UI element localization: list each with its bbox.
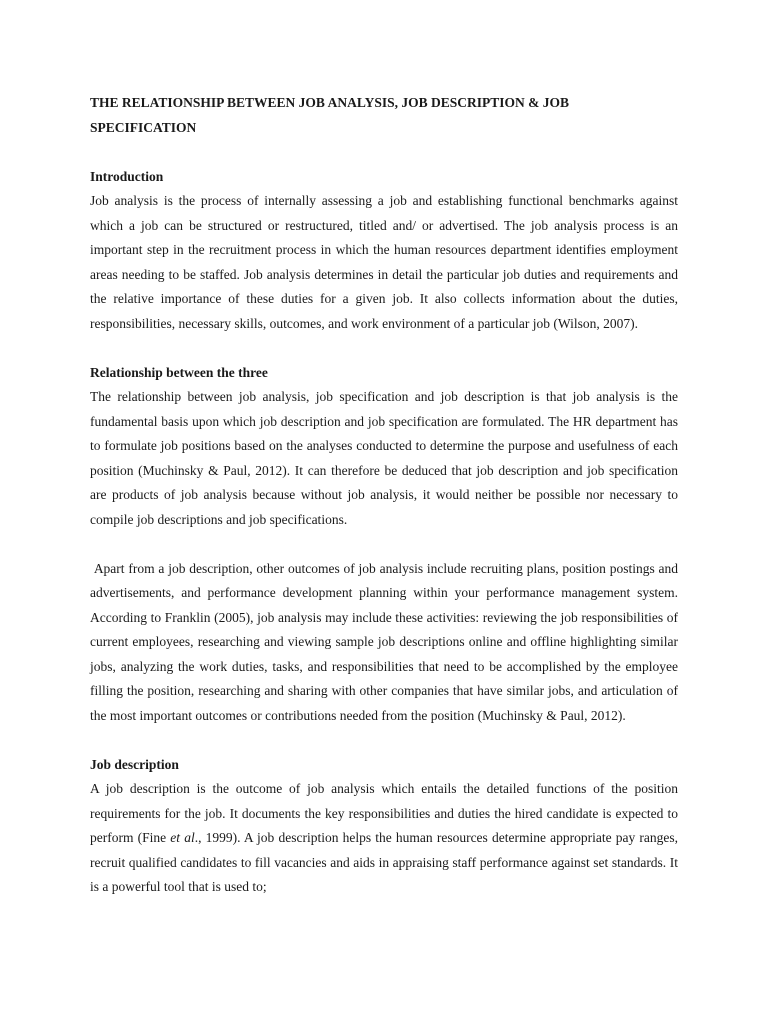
spacer xyxy=(90,532,678,557)
relationship-paragraph-1: The relationship between job analysis, job specification and job description is that job analysis is the fundamental basis upon which job description and job specification are formulated. The HR department has to formulate job positions based on the analyses conducted to determine the purpose and usefulness of each position (Muchinsky & Paul, 2012). It can therefore be deduced that job description and job specification are products of job analysis because without job analysis, it would neither be possible nor necessary to compile job descriptions and job specifications. xyxy=(90,389,678,527)
spacer xyxy=(90,728,678,753)
spacer xyxy=(90,336,678,361)
relationship-paragraph-2: Apart from a job description, other outcomes of job analysis include recruiting plans, position postings and advertisements, and performance development planning within your performance management system. According to Franklin (2005), job analysis may include these activities: reviewing the job responsibilities of current employees, researching and viewing sample job descriptions online and offline highlighting similar jobs, analyzing the work duties, tasks, and responsibilities that need to be accomplished by the employee filling the position, researching and sharing with other companies that have similar jobs, and articulation of the most important outcomes or contributions needed from the position (Muchinsky & Paul, 2012). xyxy=(90,560,682,723)
job-description-italic: et al xyxy=(170,830,195,845)
relationship-heading: Relationship between the three xyxy=(90,364,268,380)
job-description-text-part1: A job description is the outcome of job analysis which entails the detailed functions of the position requirements for the job. It documents the key responsibilities and duties the hired candidate is expected to perform (Fine xyxy=(90,781,678,845)
job-description-text-part2: ., 1999). A job description helps the human resources determine appropriate pay ranges, recruit qualified candidates to fill vacancies and aids in appraising staff performance against set standards. It is a powerful tool that is used to; xyxy=(90,830,678,894)
introduction-heading: Introduction xyxy=(90,168,164,184)
document-page xyxy=(90,91,682,900)
document-title: THE RELATIONSHIP BETWEEN JOB ANALYSIS, JOB DESCRIPTION & JOB SPECIFICATION xyxy=(90,95,569,135)
spacer xyxy=(90,140,678,165)
job-description-paragraph xyxy=(90,777,678,900)
job-description-heading: Job description xyxy=(90,756,179,772)
introduction-paragraph: Job analysis is the process of internally assessing a job and establishing functional benchmarks against which a job can be structured or restructured, titled and/ or advertised. The job analysis process is an important step in the recruitment process in which the human resources department identifies employment areas needing to be staffed. Job analysis determines in detail the particular job duties and requirements and the relative importance of these duties for a given job. It also collects information about the duties, responsibilities, necessary skills, outcomes, and work environment of a particular job (Wilson, 2007). xyxy=(90,193,678,331)
